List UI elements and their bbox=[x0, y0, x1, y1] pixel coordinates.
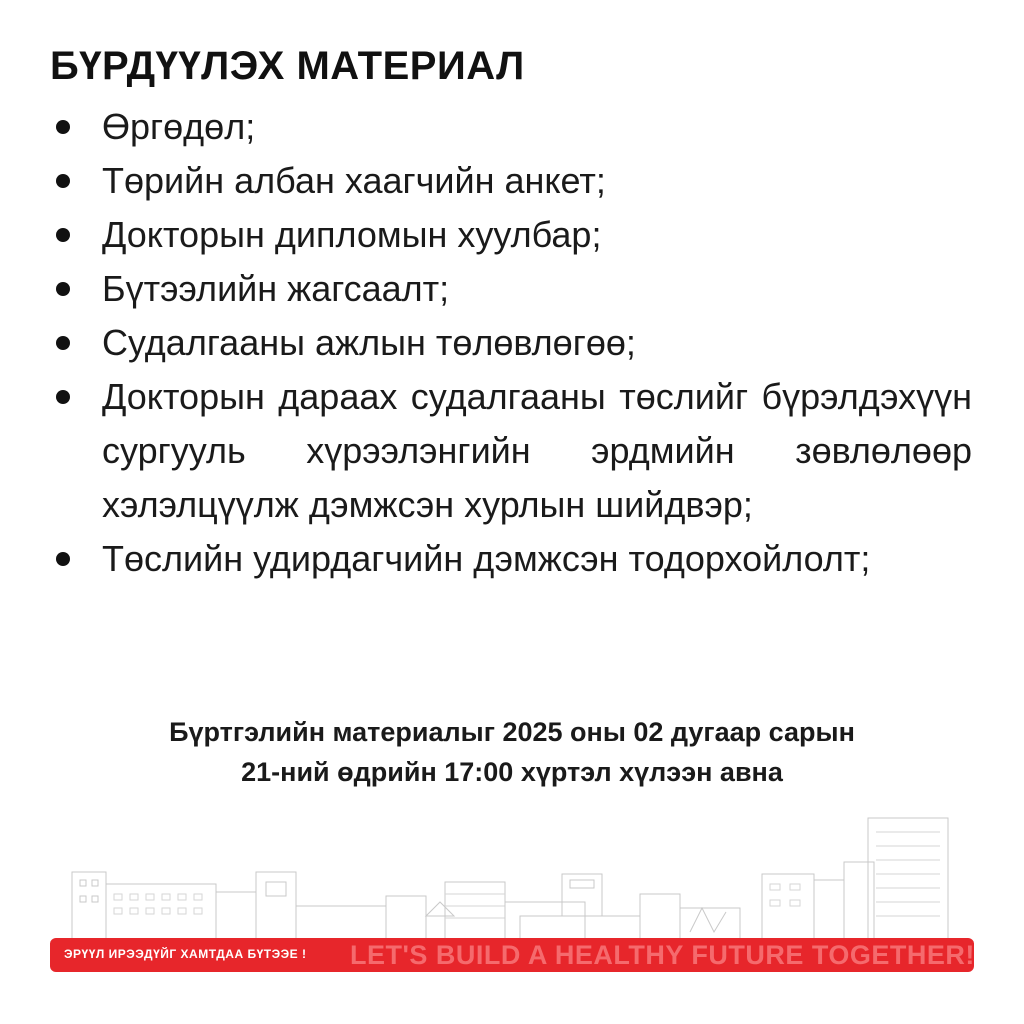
footer-banner bbox=[50, 938, 974, 972]
deadline-line-1: Бүртгэлийн материалыг 2025 оны 02 дугаар сарын bbox=[169, 717, 855, 747]
deadline-line-2: 21-ний өдрийн 17:00 хүртэл хүлээн авна bbox=[241, 757, 783, 787]
list-item: Докторын дараах судалгааны төслийг бүрэлдэхүүн сургууль хүрээлэнгийн эрдмийн зөвлөлөөр хэлэлцүүлж дэмжсэн хурлын шийдвэр; bbox=[52, 370, 972, 532]
city-skyline-illustration bbox=[50, 812, 974, 942]
list-item: Бүтээлийн жагсаалт; bbox=[52, 262, 972, 316]
deadline-notice bbox=[0, 712, 1024, 792]
list-item: Төслийн удирдагчийн дэмжсэн тодорхойлолт; bbox=[52, 532, 972, 586]
list-item: Өргөдөл; bbox=[52, 100, 972, 154]
banner-slogan-en: LET'S BUILD A HEALTHY FUTURE TOGETHER! bbox=[350, 940, 975, 970]
requirements-list bbox=[52, 100, 972, 586]
page-title: БҮРДҮҮЛЭХ МАТЕРИАЛ bbox=[50, 44, 525, 88]
list-item: Судалгааны ажлын төлөвлөгөө; bbox=[52, 316, 972, 370]
banner-slogan-mn: ЭРҮҮЛ ИРЭЭДҮЙГ ХАМТДАА БҮТЭЭЕ ! bbox=[64, 947, 307, 961]
list-item: Төрийн албан хаагчийн анкет; bbox=[52, 154, 972, 208]
list-item: Докторын дипломын хуулбар; bbox=[52, 208, 972, 262]
